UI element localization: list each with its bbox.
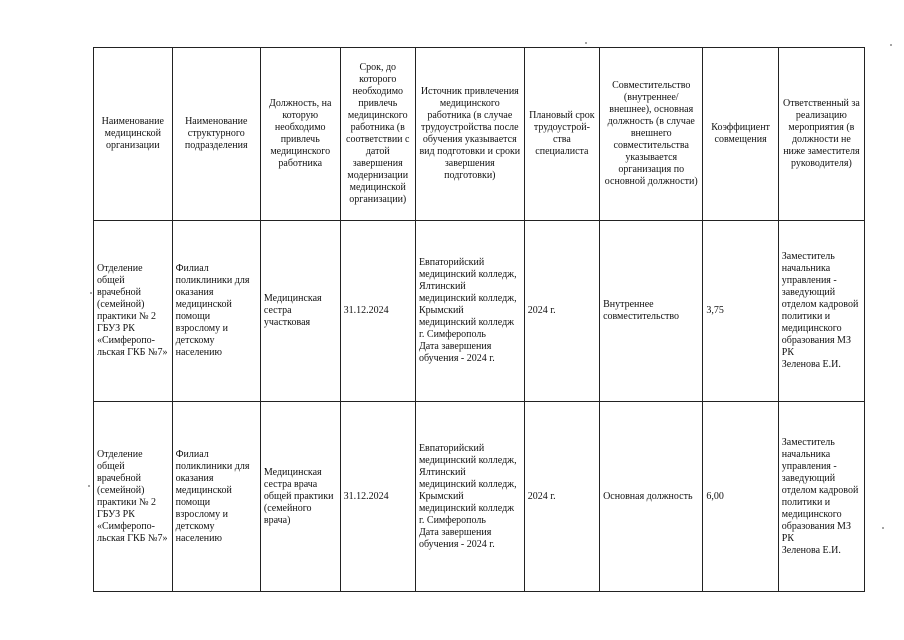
cell-combination: Основная должность (600, 402, 703, 592)
cell-coefficient: 3,75 (703, 221, 778, 402)
cell-organization: Отделение общей врачебной (семейной) практики № 2 ГБУЗ РК «Симферопо-льская ГКБ №7» (94, 221, 173, 402)
cell-structural-unit: Филиал поликлиники для оказания медицинской помощи взрослому и детскому населению (172, 402, 260, 592)
table-row (94, 402, 865, 592)
scan-speck (88, 485, 90, 487)
cell-planned-term: 2024 г. (524, 402, 599, 592)
scan-speck (90, 292, 92, 294)
table-row (94, 221, 865, 402)
cell-combination: Внутреннее совместительство (600, 221, 703, 402)
scan-speck (890, 44, 892, 46)
header-source: Источник привлечения медицинского работника (в случае трудоустройства после обучения указывается вид подготовки и сроки завершения подготовки) (415, 48, 524, 221)
cell-organization: Отделение общей врачебной (семейной) практики № 2 ГБУЗ РК «Симферопо-льская ГКБ №7» (94, 402, 173, 592)
table-header (94, 48, 865, 221)
scan-speck (585, 42, 587, 44)
cell-deadline: 31.12.2024 (340, 221, 415, 402)
scan-speck (882, 527, 884, 529)
cell-responsible: Заместитель начальника управления - заведующий отделом кадровой политики и медицинского образования МЗ РК Зеленова Е.И. (778, 221, 864, 402)
cell-position: Медицинская сестра врача общей практики (семейного врача) (260, 402, 340, 592)
cell-source: Евпаторийский медицинский колледж, Ялтинский медицинский колледж, Крымский медицинский колледж г. Симферополь Дата завершения обучения - 2024 г. (415, 402, 524, 592)
cell-structural-unit: Филиал поликлиники для оказания медицинской помощи взрослому и детскому населению (172, 221, 260, 402)
cell-deadline: 31.12.2024 (340, 402, 415, 592)
header-position: Должность, на которую необходимо привлечь медицинского работника (260, 48, 340, 221)
staffing-table (93, 47, 865, 592)
header-organization: Наименование медицинской организации (94, 48, 173, 221)
header-coefficient: Коэффициент совмещения (703, 48, 778, 221)
cell-planned-term: 2024 г. (524, 221, 599, 402)
header-structural-unit: Наименование структурного подразделения (172, 48, 260, 221)
header-combination: Совместительство (внутреннее/ внешнее), основная должность (в случае внешнего совместительства указывается организация по основной должности) (600, 48, 703, 221)
cell-coefficient: 6,00 (703, 402, 778, 592)
header-planned-term: Плановый срок трудоустрой-ства специалиста (524, 48, 599, 221)
cell-position: Медицинская сестра участковая (260, 221, 340, 402)
header-deadline: Срок, до которого необходимо привлечь медицинского работника (в соответствии с датой завершения модернизации медицинской организации) (340, 48, 415, 221)
cell-responsible: Заместитель начальника управления - заведующий отделом кадровой политики и медицинского образования МЗ РК Зеленова Е.И. (778, 402, 864, 592)
cell-source: Евпаторийский медицинский колледж, Ялтинский медицинский колледж, Крымский медицинский колледж г. Симферополь Дата завершения обучения - 2024 г. (415, 221, 524, 402)
header-responsible: Ответственный за реализацию мероприятия (в должности не ниже заместителя руководителя) (778, 48, 864, 221)
